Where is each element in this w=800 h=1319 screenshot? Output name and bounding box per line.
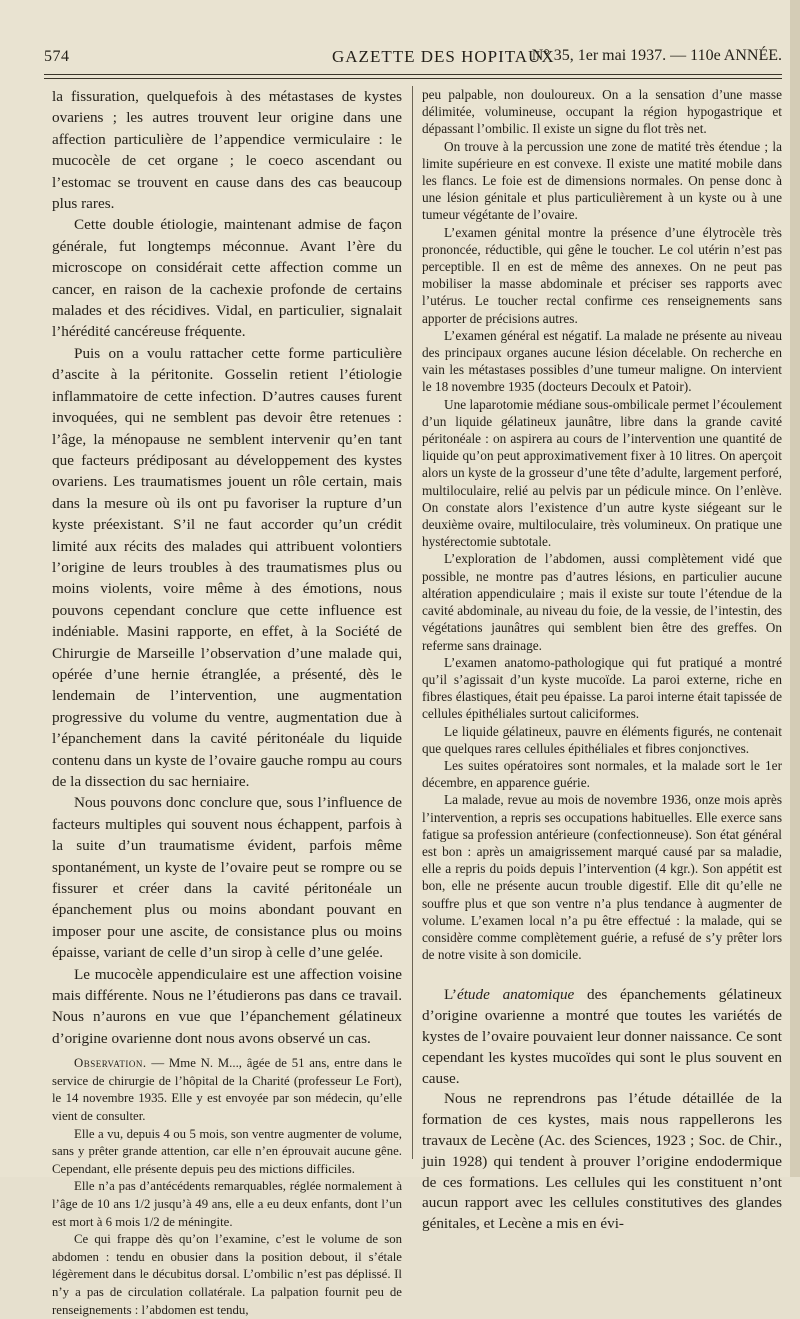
paragraph: Nous ne reprendrons pas l’étude détaillée de la formation de ces kystes, mais nous rappellerons les travaux de Lecène (Ac. des Sciences, 1923 ; Soc. de Chir., juin 1928) qui tendent à prouver l’origine endodermique de ces formations. Les cellules qui les constituent n’ont aucun rapport avec les cellules constitutives des glandes génitales, et Lecène a mis en évi- [422, 1090, 782, 1233]
observation-paragraph: Les suites opératoires sont normales, et la malade sort le 1er décembre, en apparence guérie. [422, 757, 782, 791]
paragraph: Puis on a voulu rattacher cette forme particulière d’ascite à la péritonite. Gosselin retient l’étiologie inflammatoire de cette infection. D’autres causes furent invoquées, qui ne semblent pas devoir être retenues : l’âge, la ménopause ne semblent intervenir qu’en tant que facteurs prédiposant au développement des kystes ovariens. Les traumatismes jouent un rôle certain, mais dans la mesure où ils ont pu favoriser la rupture d’un kyste préexistant. S’il ne faut accorder qu’un crédit limité aux récits des malades qui attribuent volontiers l’origine de leurs troubles à des traumatismes plus ou moins violents, voire même à des émotions, nous pouvons cependant conclure que cette influence est indéniable. Masini rapporte, en effet, à la Société de Chirurgie de Marseille l’observation d’une malade qui, opérée d’une hernie étranglée, a présenté, dès le lendemain de l’intervention, une augmentation progressive du volume du ventre, augmentation due à l’épanchement dans la cavité péritonéale du liquide contenu dans un kyste de l’ovaire gauche rompu au cours de la dissection du sac herniaire. [52, 344, 402, 790]
observation-paragraph: On trouve à la percussion une zone de matité très étendue ; la limite supérieure en est convexe. Il existe une matité mobile dans les flancs. Le foie est de dimensions normales. On pense donc à une lésion génitale et plus particulièrement à un kyste ou à une tumeur végétante de l’ovaire. [422, 138, 782, 223]
observation-paragraph: Elle a vu, depuis 4 ou 5 mois, son ventre augmenter de volume, sans y prêter grande attention, car elle n’en éprouvait aucune gêne. Cependant, elle présente depuis peu des mictions difficiles. [52, 1126, 402, 1176]
observation-paragraph: La malade, revue au mois de novembre 1936, onze mois après l’intervention, a repris ses occupations habituelles. Elle exerce sans fatigue sa profession antérieure (confectionneuse). Son état général est bon : après un amaigrissement marqué causé par sa maladie, elle a repris du poids depuis l’intervention (4 kgr.). Son appétit est bon, elle ne présente aucun trouble digestif. Elle dit qu’elle ne souffre plus et que son ventre n’a plus tendance à augmenter de volume. L’examen local n’a pu être effectué : la malade, qui se considère comme complètement guérie, a refusé de s’y prêter lors de notre visite à son domicile. [422, 792, 782, 963]
observation-paragraph: Elle n’a pas d’antécédents remarquables, réglée normalement à l’âge de 10 ans 1/2 jusqu’à 49 ans, elle a eu deux enfants, dont l’un est mort à 6 mois 1/2 de méningite. [52, 1179, 402, 1229]
page-header [44, 44, 782, 70]
issue-date: N° 35, 1er mai 1937. — 110e ANNÉE. [531, 47, 782, 64]
paragraph: Cette double étiologie, maintenant admise de façon générale, fut longtemps méconnue. Avant l’ère du microscope on considérait cette affection comme un cancer, en raison de la cachexie profonde de certains malades et des récidives. Vidal, en particulier, signalait l’hérédité cancéreuse fréquente. [52, 216, 402, 341]
observation-paragraph: L’examen génital montre la présence d’une élytrocèle très prononcée, réductible, qui gêne le toucher. Le col utérin n’est pas perceptible. Il en est de même des annexes. On ne peut pas mobiliser la masse abdominale et préciser ses rapports avec l’utérus. Le toucher rectal confirme ces renseignements sans apporter de précisions autres. [422, 224, 782, 326]
observation-paragraph: L’examen général est négatif. La malade ne présente au niveau des principaux organes aucune lésion décelable. On recherche en vain les métastases possibles d’une tumeur maligne. On intervient le 18 novembre 1935 (docteurs Decoulx et Patoir). [422, 327, 782, 395]
paragraph: Le mucocèle appendiculaire est une affection voisine mais différente. Nous ne l’étudierons pas dans ce travail. Nous n’aurons en vue que l’épanchement gélatineux d’origine ovarienne dont nous avons observé un cas. [52, 965, 402, 1047]
paragraph: Nous pouvons donc conclure que, sous l’influence de facteurs multiples qui souvent nous échappent, parfois à la suite d’un traumatisme évident, parfois même spontanément, un kyste de l’ovaire peut se rompre ou se fissurer et créer dans la cavité péritonéale un épanchement plus ou moins abondant pouvant en imposer pour une ascite, de consistance plus ou moins épaisse, variant de celle d’un sirop à celle d’une gelée. [52, 794, 402, 962]
header-rule-thin [44, 78, 782, 79]
observation-paragraph [52, 1055, 402, 1125]
paragraph: L’étude anatomique des épanchements gélatineux d’origine ovarienne a montré que toutes les variétés de kystes de l’ovaire pouvaient leur donner naissance. Ce sont cependant les kystes mucoïdes qui sont le plus souvent en cause. [422, 986, 782, 1087]
observation-text: — Mme N. M..., âgée de 51 ans, entre dans le service de chirurgie de l’hôpital de la Charité (professeur Le Fort), le 14 novembre 1935. Elle y est envoyée par son médecin, qu’elle vient de consulter. [52, 1056, 402, 1124]
observation-label: Observation. [74, 1056, 147, 1071]
header-rule [44, 74, 782, 75]
italic-phrase: étude anatomique [456, 986, 575, 1004]
observation-paragraph: Une laparotomie médiane sous-ombilicale permet l’écoulement d’un liquide gélatineux jaunâtre, libre dans la grande cavité péritonéale : on aspirera au cours de l’intervention une quantité de liquide qu’on peut approximativement fixer à 10 litres. On aperçoit alors un kyste de la grosseur d’une tête d’adulte, largement perforé, multiloculaire, relié au pelvis par un pédicule mince. On l’enlève. On constate alors l’existence d’un autre kyste siégeant sur le deuxième ovaire, multiloculaire, très volumineux. On pratique une hystérectomie subtotale. [422, 396, 782, 550]
right-column [422, 86, 782, 1235]
column-divider [412, 86, 413, 1159]
paragraph: la fissuration, quelquefois à des métastases de kystes ovariens ; les autres trouvent leur origine dans une affection particulière de l’appendice vermiculaire : le mucocèle de cet organe ; le coeco ascendant ou l’estomac se trouvent en cause dans des cas beaucoup plus rares. [52, 88, 402, 213]
observation-paragraph: L’exploration de l’abdomen, aussi complètement vidé que possible, ne montre pas d’autres lésions, en particulier aucune altération appendiculaire ; mais il existe sur toute l’étendue de la cavité abdominale, au niveau du foie, de la vessie, de l’intestin, des végétations jaunâtres qui semblent bien être des greffes. On referme sans drainage. [422, 551, 782, 653]
left-column [52, 86, 402, 1319]
journal-title: GAZETTE DES HOPITAUX [332, 47, 555, 66]
observation-paragraph: peu palpable, non douloureux. On a la sensation d’une masse délimitée, volumineuse, occupant la région hypogastrique et dépassant l’ombilic. Il existe un signe du flot très net. [422, 87, 782, 137]
page-edge [790, 0, 800, 1177]
observation-paragraph: Le liquide gélatineux, pauvre en éléments figurés, ne contenait que quelques rares cellules épithéliales et fibres conjonctives. [422, 723, 782, 756]
observation-paragraph: Ce qui frappe dès qu’on l’examine, c’est le volume de son abdomen : tendu en obusier dans la position debout, il s’étale légèrement dans le décubitus dorsal. L’ombilic n’est pas déplissé. Il n’y a pas de circulation collatérale. La palpation fournit peu de renseignements : l’abdomen est tendu, [52, 1232, 402, 1317]
observation-paragraph: L’examen anatomo-pathologique qui fut pratiqué a montré qu’il s’agissait d’un kyste mucoïde. La paroi externe, riche en fibres élastiques, était peu épaisse. La paroi interne était tapissée de cellules épithéliales surtout caliciformes. [422, 654, 782, 722]
page-number: 574 [44, 48, 70, 65]
